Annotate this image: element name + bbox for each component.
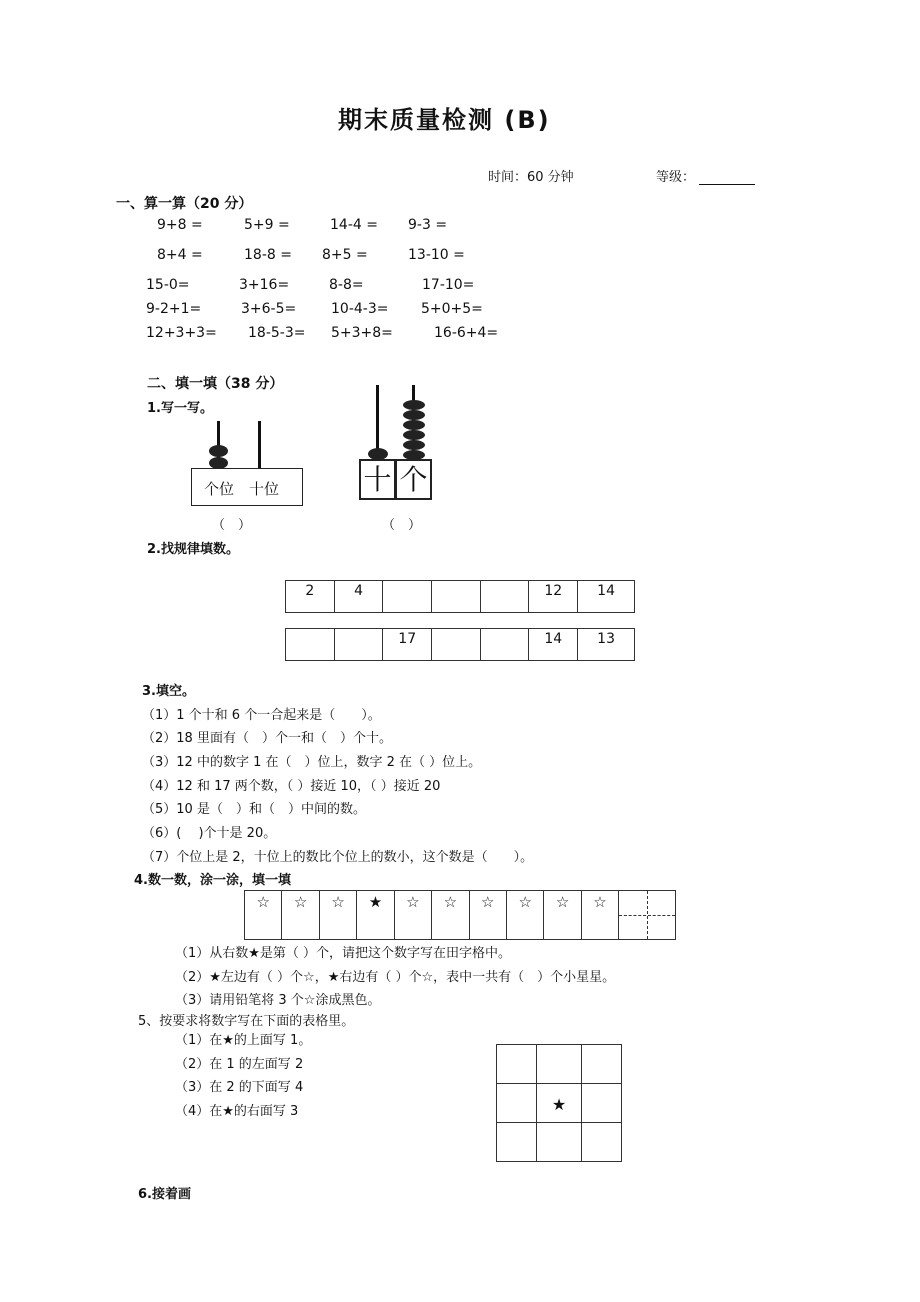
calc-r4c2: 3+6-5= [241, 301, 297, 317]
calc-r5c4: 16-6+4= [434, 325, 499, 341]
star-table [244, 890, 676, 940]
abacus1-answer-paren[interactable]: （ ） [212, 518, 252, 533]
star-cell[interactable]: ☆ [544, 891, 581, 940]
q5-label: 5、按要求将数字写在下面的表格里。 [138, 1014, 355, 1029]
pattern-cell-blank[interactable] [383, 581, 432, 613]
star-cell[interactable]: ☆ [581, 891, 618, 940]
grid-cell[interactable] [537, 1123, 581, 1162]
grid-cell[interactable] [497, 1084, 537, 1123]
calc-r1c4: 9-3 = [408, 217, 448, 233]
section1-heading: 一、算一算（20 分） [116, 196, 253, 212]
calc-r4c4: 5+0+5= [421, 301, 483, 317]
tianzige-v-guide [647, 891, 648, 939]
calc-r1c2: 5+9 = [244, 217, 290, 233]
pattern-row-1 [285, 580, 635, 613]
pattern-cell: 14 [529, 629, 578, 661]
grid-cell[interactable] [581, 1045, 621, 1084]
pattern-cell-blank[interactable] [286, 629, 335, 661]
tianzige-box[interactable] [619, 891, 676, 940]
q3-item: （2）18 里面有（ ）个一和（ ）个十。 [142, 731, 392, 746]
calc-r3c2: 3+16= [239, 277, 290, 293]
q3-item: （3）12 中的数字 1 在（ ）位上，数字 2 在（ ）位上。 [142, 755, 482, 770]
star-cell[interactable]: ☆ [245, 891, 282, 940]
calc-r2c1: 8+4 = [157, 247, 203, 263]
abacus2-ones-bead [403, 400, 425, 410]
star-cell[interactable]: ☆ [282, 891, 319, 940]
grade-label-text: 等级： [656, 170, 696, 185]
calc-r2c3: 8+5 = [322, 247, 368, 263]
abacus2-ones-bead [403, 440, 425, 450]
star-cell[interactable]: ☆ [506, 891, 543, 940]
pattern-cell-blank[interactable] [432, 581, 481, 613]
abacus1-base [191, 468, 303, 506]
star-cell[interactable]: ☆ [432, 891, 469, 940]
abacus2-ones-box: 个 [395, 459, 432, 500]
q4-item: （3）请用铅笔将 3 个☆涂成黑色。 [175, 993, 381, 1008]
star-cell[interactable]: ☆ [469, 891, 506, 940]
q5-item: （2）在 1 的左面写 2 [175, 1057, 304, 1072]
grid-cell[interactable] [581, 1123, 621, 1162]
q5-item: （3）在 2 的下面写 4 [175, 1080, 304, 1095]
abacus2-answer-paren[interactable]: （ ） [382, 518, 422, 533]
pattern-cell: 12 [529, 581, 578, 613]
grid-center-star: ★ [537, 1084, 581, 1123]
q3-label: 3.填空。 [142, 684, 195, 699]
position-grid [496, 1044, 622, 1162]
pattern-cell-blank[interactable] [334, 629, 383, 661]
pattern-cell: 17 [383, 629, 432, 661]
q3-item: （6）( )个十是 20。 [142, 826, 277, 841]
q4-item: （1）从右数★是第（ ）个，请把这个数字写在田字格中。 [175, 946, 512, 961]
abacus2-ones-bead [403, 430, 425, 440]
grid-cell[interactable] [497, 1123, 537, 1162]
black-star-cell: ★ [357, 891, 394, 940]
q1-label: 1.写一写。 [147, 401, 213, 416]
pattern-cell: 4 [334, 581, 383, 613]
calc-r1c1: 9+8 = [157, 217, 203, 233]
calc-r5c2: 18-5-3= [248, 325, 306, 341]
q4-item: （2）★左边有（ ）个☆，★右边有（ ）个☆，表中一共有（ ）个小星星。 [175, 970, 616, 985]
abacus2-tens-box: 十 [359, 459, 396, 500]
abacus1-place-labels: 个位 十位 [204, 480, 280, 498]
pattern-cell-blank[interactable] [432, 629, 481, 661]
grid-cell[interactable] [581, 1084, 621, 1123]
q4-label: 4.数一数，涂一涂，填一填 [134, 873, 291, 888]
calc-r3c1: 15-0= [146, 277, 190, 293]
pattern-cell: 13 [578, 629, 635, 661]
calc-r1c3: 14-4 = [330, 217, 378, 233]
calc-r4c1: 9-2+1= [146, 301, 202, 317]
grade-blank[interactable] [699, 172, 755, 185]
section2-heading: 二、填一填（38 分） [147, 376, 284, 392]
q2-label: 2.找规律填数。 [147, 542, 239, 557]
abacus1-bead [209, 445, 228, 457]
calc-r2c4: 13-10 = [408, 247, 465, 263]
pattern-cell: 14 [578, 581, 635, 613]
q6-label: 6.接着画 [138, 1187, 191, 1202]
calc-r5c3: 5+3+8= [331, 325, 393, 341]
calc-r3c3: 8-8= [329, 277, 364, 293]
pattern-cell: 2 [286, 581, 335, 613]
q3-item: （7）个位上是 2，十位上的数比个位上的数小，这个数是（ ）。 [142, 850, 534, 865]
time-label: 时间：60 分钟 [488, 170, 574, 185]
pattern-cell-blank[interactable] [480, 629, 529, 661]
q3-item: （4）12 和 17 两个数，（ ）接近 10，（ ）接近 20 [142, 779, 441, 794]
grade-label [656, 166, 755, 185]
abacus2-ones-bead [403, 410, 425, 420]
star-cell[interactable]: ☆ [394, 891, 431, 940]
page-title: 期末质量检测 (B) [338, 106, 551, 134]
star-cell[interactable]: ☆ [319, 891, 356, 940]
calc-r2c2: 18-8 = [244, 247, 292, 263]
pattern-row-2 [285, 628, 635, 661]
abacus1-tens-rod [258, 421, 261, 469]
q3-item: （5）10 是（ ）和（ ）中间的数。 [142, 802, 366, 817]
abacus2-ones-bead [403, 420, 425, 430]
grid-cell[interactable] [497, 1045, 537, 1084]
calc-r4c3: 10-4-3= [331, 301, 389, 317]
grid-cell[interactable] [537, 1045, 581, 1084]
calc-r3c4: 17-10= [422, 277, 475, 293]
q5-item: （1）在★的上面写 1。 [175, 1033, 312, 1048]
q5-item: （4）在★的右面写 3 [175, 1104, 299, 1119]
calc-r5c1: 12+3+3= [146, 325, 217, 341]
q3-item: （1）1 个十和 6 个一合起来是（ ）。 [142, 708, 381, 723]
pattern-cell-blank[interactable] [480, 581, 529, 613]
